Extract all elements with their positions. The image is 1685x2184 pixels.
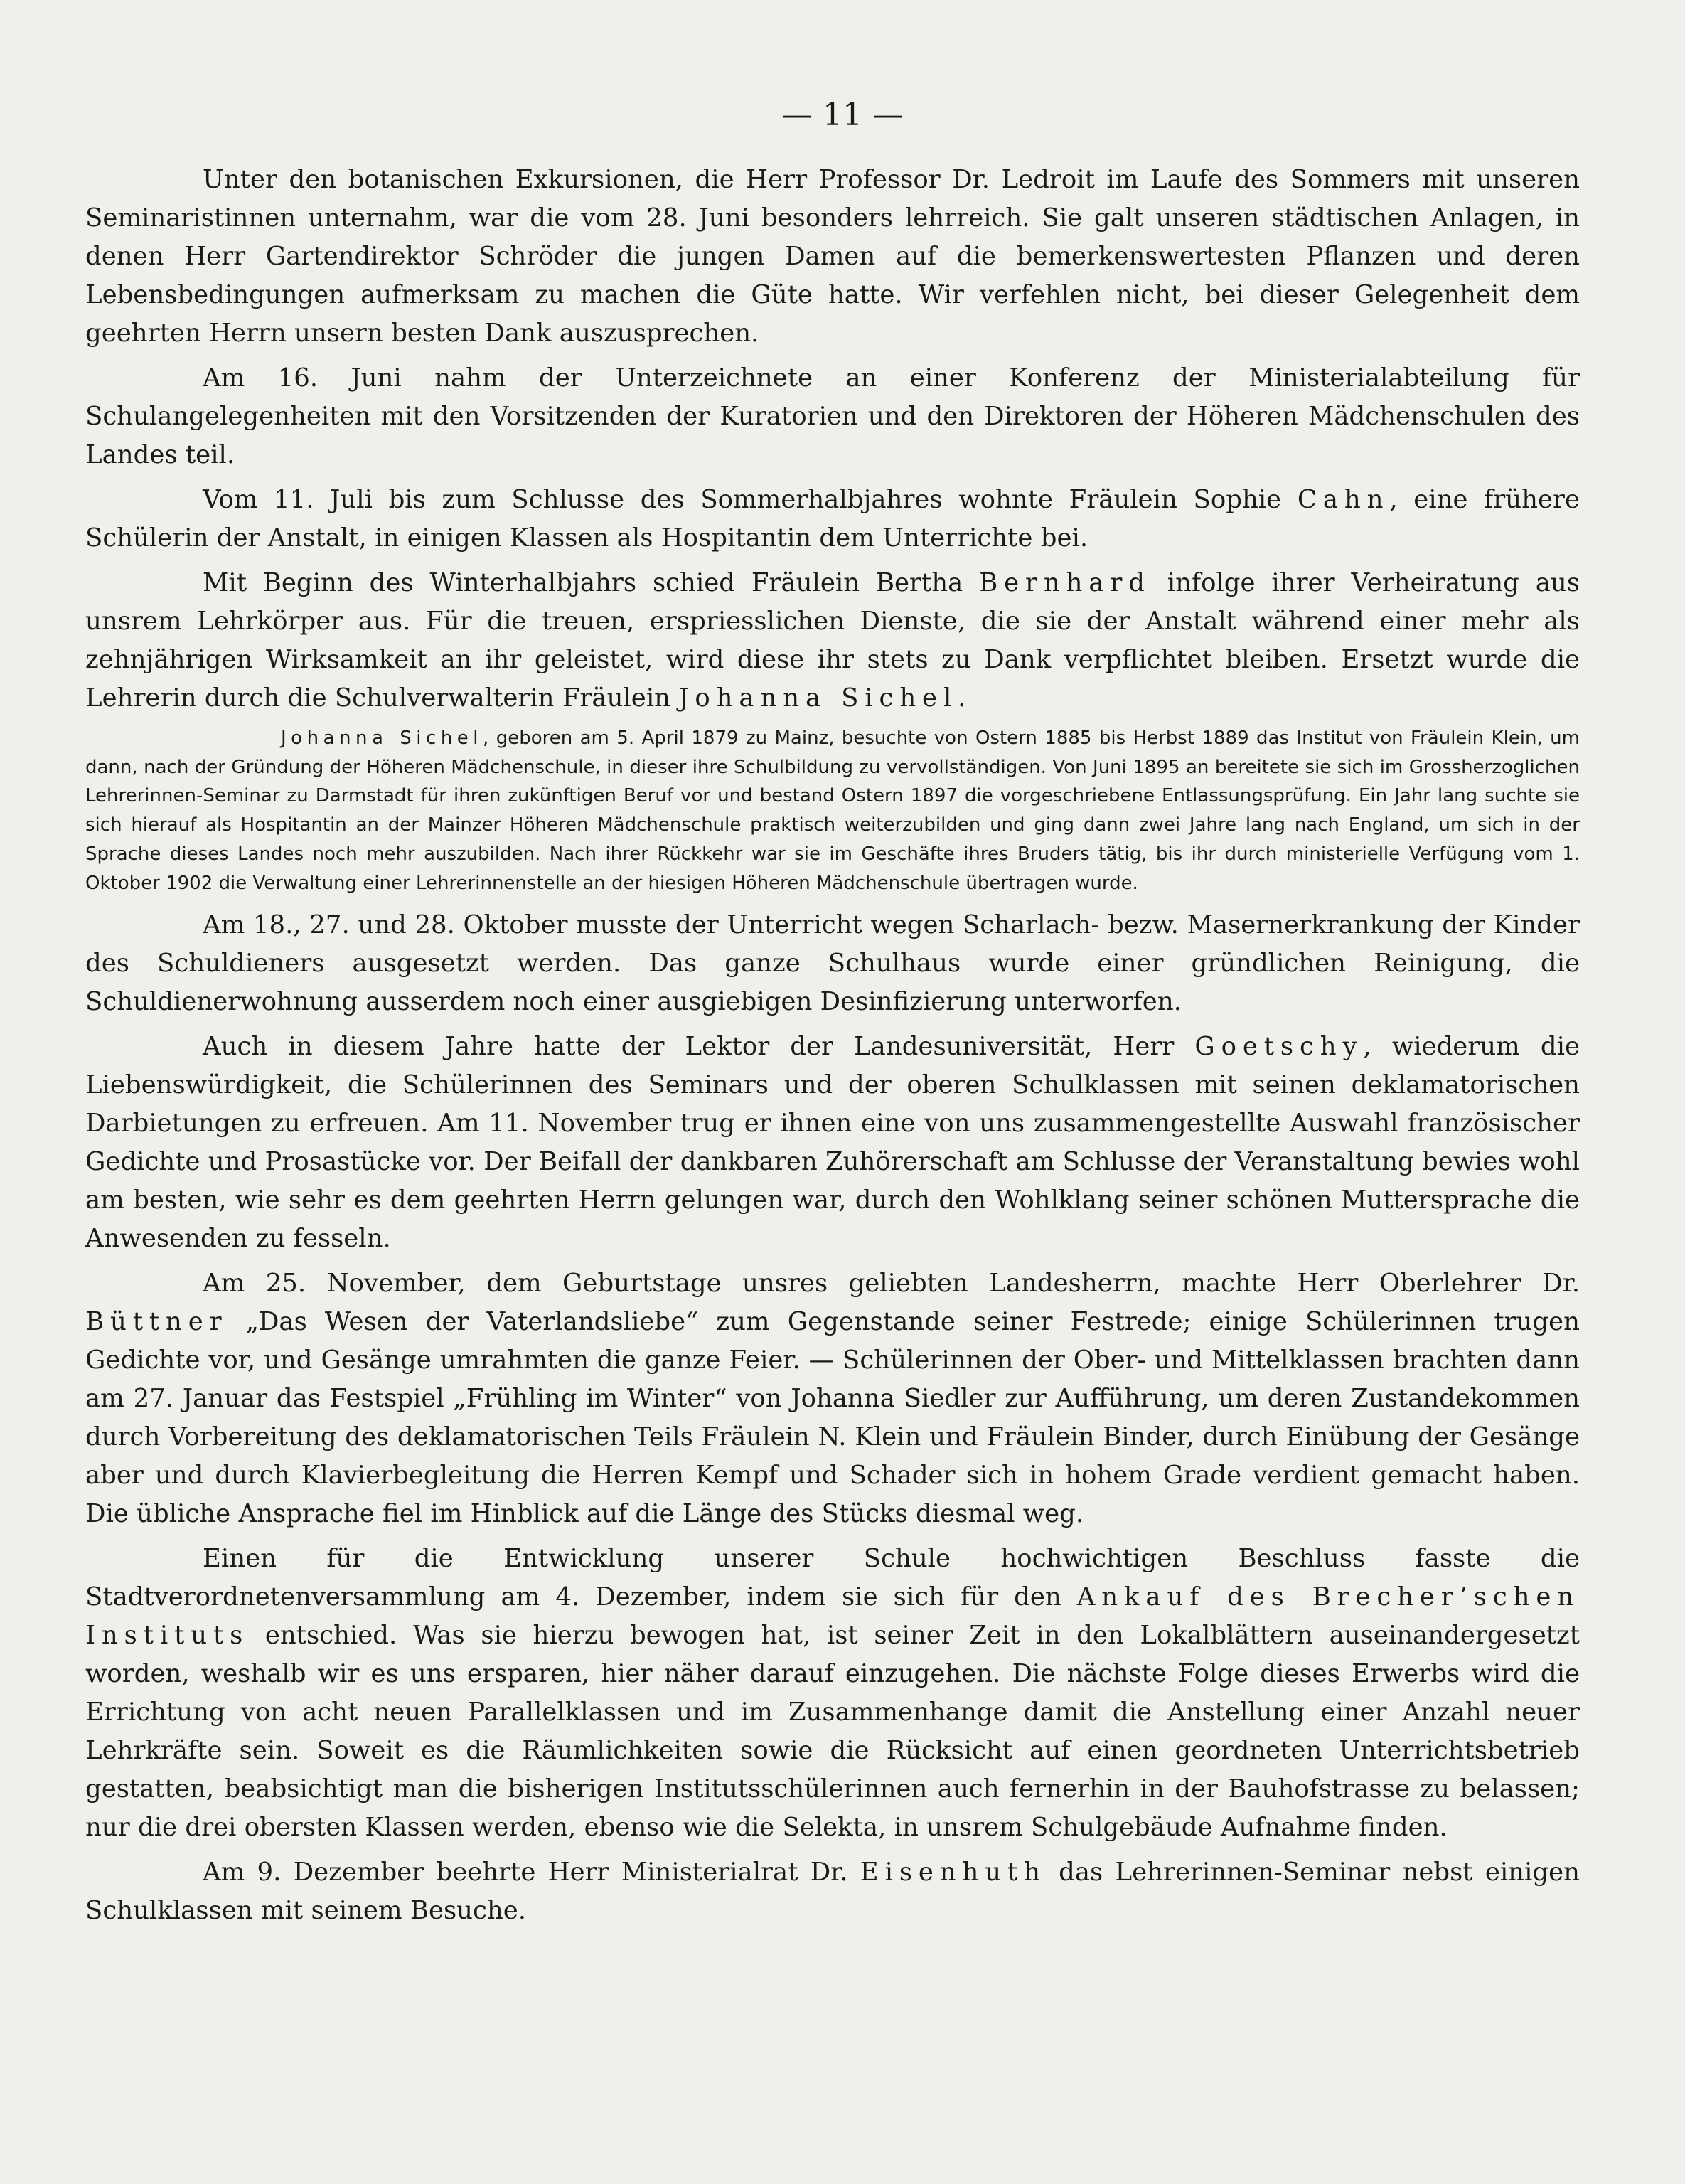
person-name-cahn: Cahn xyxy=(1297,485,1390,514)
text-run: Auch in diesem Jahre hatte der Lektor der Landesuniversität, Herr xyxy=(203,1032,1195,1062)
person-name-buettner: Büttner xyxy=(85,1307,228,1337)
person-name-sichel: Johanna Sichel xyxy=(678,683,958,713)
paragraph-ministerial-visit xyxy=(85,1853,1580,1930)
paragraph-conference: Am 16. Juni nahm der Unterzeichnete an einer Konferenz der Ministerialabteilung für Schulangelegenheiten mit den Vorsitzenden der Kuratorien und den Direktoren der Höheren Mädchenschulen des Landes teil. xyxy=(85,363,1580,469)
note-text: , geboren am 5. April 1879 zu Mainz, besuchte von Ostern 1885 bis Herbst 1889 das Institut von Fräulein Klein, um dann, nach der Gründung der Höheren Mädchenschule, in dieser ihre Schulbildung zu vervollständigen. Von Juni 1895 an bereitete sie sich im Grossherzoglichen Lehrerinnen-Seminar zu Darmstadt für ihren zukünftigen Beruf vor und bestand Ostern 1897 die vorgeschriebene Entlassungsprüfung. Ein Jahr lang suchte sie sich hierauf als Hospitantin an der Mainzer Höheren Mädchenschule praktisch weiterzubilden und ging dann zwei Jahre lang nach England, um sich in der Sprache dieses Landes noch mehr auszubilden. Nach ihrer Rückkehr war sie im Geschäfte ihres Bruders tätig, bis ihr durch ministerielle Verfügung vom 1. Oktober 1902 die Verwaltung einer Lehrerinnenstelle an der hiesigen Höheren Mädchenschule übertragen wurde. xyxy=(85,728,1580,894)
text-run: Einen für die Entwicklung unserer Schule hochwichtigen Beschluss fasste die Stadtverordnetenversammlung am 4. Dezember, indem sie sich für den xyxy=(85,1544,1580,1612)
emphasis-institute-purchase: Ankauf des Brecher’schen Instituts xyxy=(85,1582,1580,1651)
person-name-goetschy: Goetschy xyxy=(1194,1032,1364,1062)
main-text xyxy=(85,161,1580,1937)
person-name-eisenhuth: Eisenhuth xyxy=(860,1858,1047,1887)
text-run: Am 9. Dezember beehrte Herr Ministerialrat Dr. xyxy=(203,1858,860,1887)
text-run: Mit Beginn des Winterhalbjahrs schied Fräulein Bertha xyxy=(203,568,980,597)
paragraph-recitation xyxy=(85,1028,1580,1258)
text-run: entschied. Was sie hierzu bewogen hat, ist seiner Zeit in den Lokalblättern auseinandergesetzt worden, weshalb wir es uns ersparen, hier näher darauf einzugehen. Die nächste Folge dieses Erwerbs wird die Errichtung von acht neuen Parallelklassen und im Zusammenhange damit die Anstellung einer Anzahl neuer Lehrkräfte sein. Soweit es die Räumlichkeiten sowie die Rücksicht auf einen geordneten Unterrichtsbetrieb gestatten, beabsichtigt man die bisherigen Institutsschülerinnen auch fernerhin in der Bauhofstrasse zu belassen; nur die drei obersten Klassen werden, ebenso wie die Selekta, in unsrem Schulgebäude Aufnahme finden. xyxy=(85,1621,1580,1843)
text-run: Am 25. November, dem Geburtstage unsres geliebten Landesherrn, machte Herr Oberlehrer Dr. xyxy=(203,1269,1580,1299)
page-number: — 11 — xyxy=(781,97,904,133)
biographical-note xyxy=(85,724,1580,897)
text-run: , eine frühere Schülerin der Anstalt, in einigen Klassen als Hospitantin dem Unterrichte bei. xyxy=(85,485,1580,553)
text-run: das Lehrerinnen-Seminar nebst einigen Schulklassen mit seinem Besuche. xyxy=(85,1858,1580,1926)
text-run: Vom 11. Juli bis zum Schlusse des Sommerhalbjahres wohnte Fräulein Sophie xyxy=(203,485,1298,514)
paragraph-staff-change xyxy=(85,564,1580,718)
paragraph-illness-closure: Am 18., 27. und 28. Oktober musste der Unterricht wegen Scharlach- bezw. Masernerkrankung der Kinder des Schuldieners ausgesetzt werden. Das ganze Schulhaus wurde einer gründlichen Reinigung, die Schuldienerwohnung ausserdem noch einer ausgiebigen Desinfizierung unterworfen. xyxy=(85,910,1580,1017)
text-run: , wiederum die Liebenswürdigkeit, die Schülerinnen des Seminars und der oberen Schulklassen mit seinen deklamatorischen Darbietungen zu erfreuen. Am 11. November trug er ihnen eine von uns zusammengestellte Auswahl französischer Gedichte und Prosastücke vor. Der Beifall der dankbaren Zuhörerschaft am Schlusse der Veranstaltung bewies wohl am besten, wie sehr es dem geehrten Herrn gelungen war, durch den Wohlklang seiner schönen Muttersprache die Anwesenden zu fesseln. xyxy=(85,1032,1580,1254)
paragraph-botanical-excursions: Unter den botanischen Exkursionen, die Herr Professor Dr. Ledroit im Laufe des Sommers mit unseren Seminaristinnen unternahm, war die vom 28. Juni besonders lehrreich. Sie galt unseren städtischen Anlagen, in denen Herr Gartendirektor Schröder die jungen Damen auf die bemerkenswertesten Pflanzen und deren Lebensbedingungen aufmerksam zu machen die Güte hatte. Wir verfehlen nicht, bei dieser Gelegenheit dem geehrten Herrn unsern besten Dank auszusprechen. xyxy=(85,165,1580,348)
paragraph-hospitantin-cahn xyxy=(85,481,1580,558)
paragraph-celebrations xyxy=(85,1264,1580,1533)
text-run: infolge ihrer Verheiratung aus unsrem Lehrkörper aus. Für die treuen, erspriesslichen Dienste, die sie der Anstalt während einer mehr als zehnjährigen Wirksamkeit an ihr geleistet, wird diese ihr stets zu Dank verpflichtet bleiben. Ersetzt wurde die Lehrerin durch die Schulverwalterin Fräulein xyxy=(85,568,1580,713)
text-run: „Das Wesen der Vaterlandsliebe“ zum Gegenstande seiner Festrede; einige Schülerinnen trugen Gedichte vor, und Gesänge umrahmten die ganze Feier. — Schülerinnen der Ober- und Mittelklassen brachten dann am 27. Januar das Festspiel „Frühling im Winter“ von Johanna Siedler zur Aufführung, um deren Zustandekommen durch Vorbereitung des deklamatorischen Teils Fräulein N. Klein und Fräulein Binder, durch Einübung der Gesänge aber und durch Klavierbegleitung die Herren Kempf und Schader sich in hohem Grade verdient gemacht haben. Die übliche Ansprache fiel im Hinblick auf die Länge des Stücks diesmal weg. xyxy=(85,1307,1580,1529)
note-person-name: Johanna Sichel xyxy=(281,728,483,749)
person-name-bernhard: Bernhard xyxy=(979,568,1151,597)
paragraph-institute-purchase xyxy=(85,1540,1580,1847)
text-run: . xyxy=(958,683,966,713)
